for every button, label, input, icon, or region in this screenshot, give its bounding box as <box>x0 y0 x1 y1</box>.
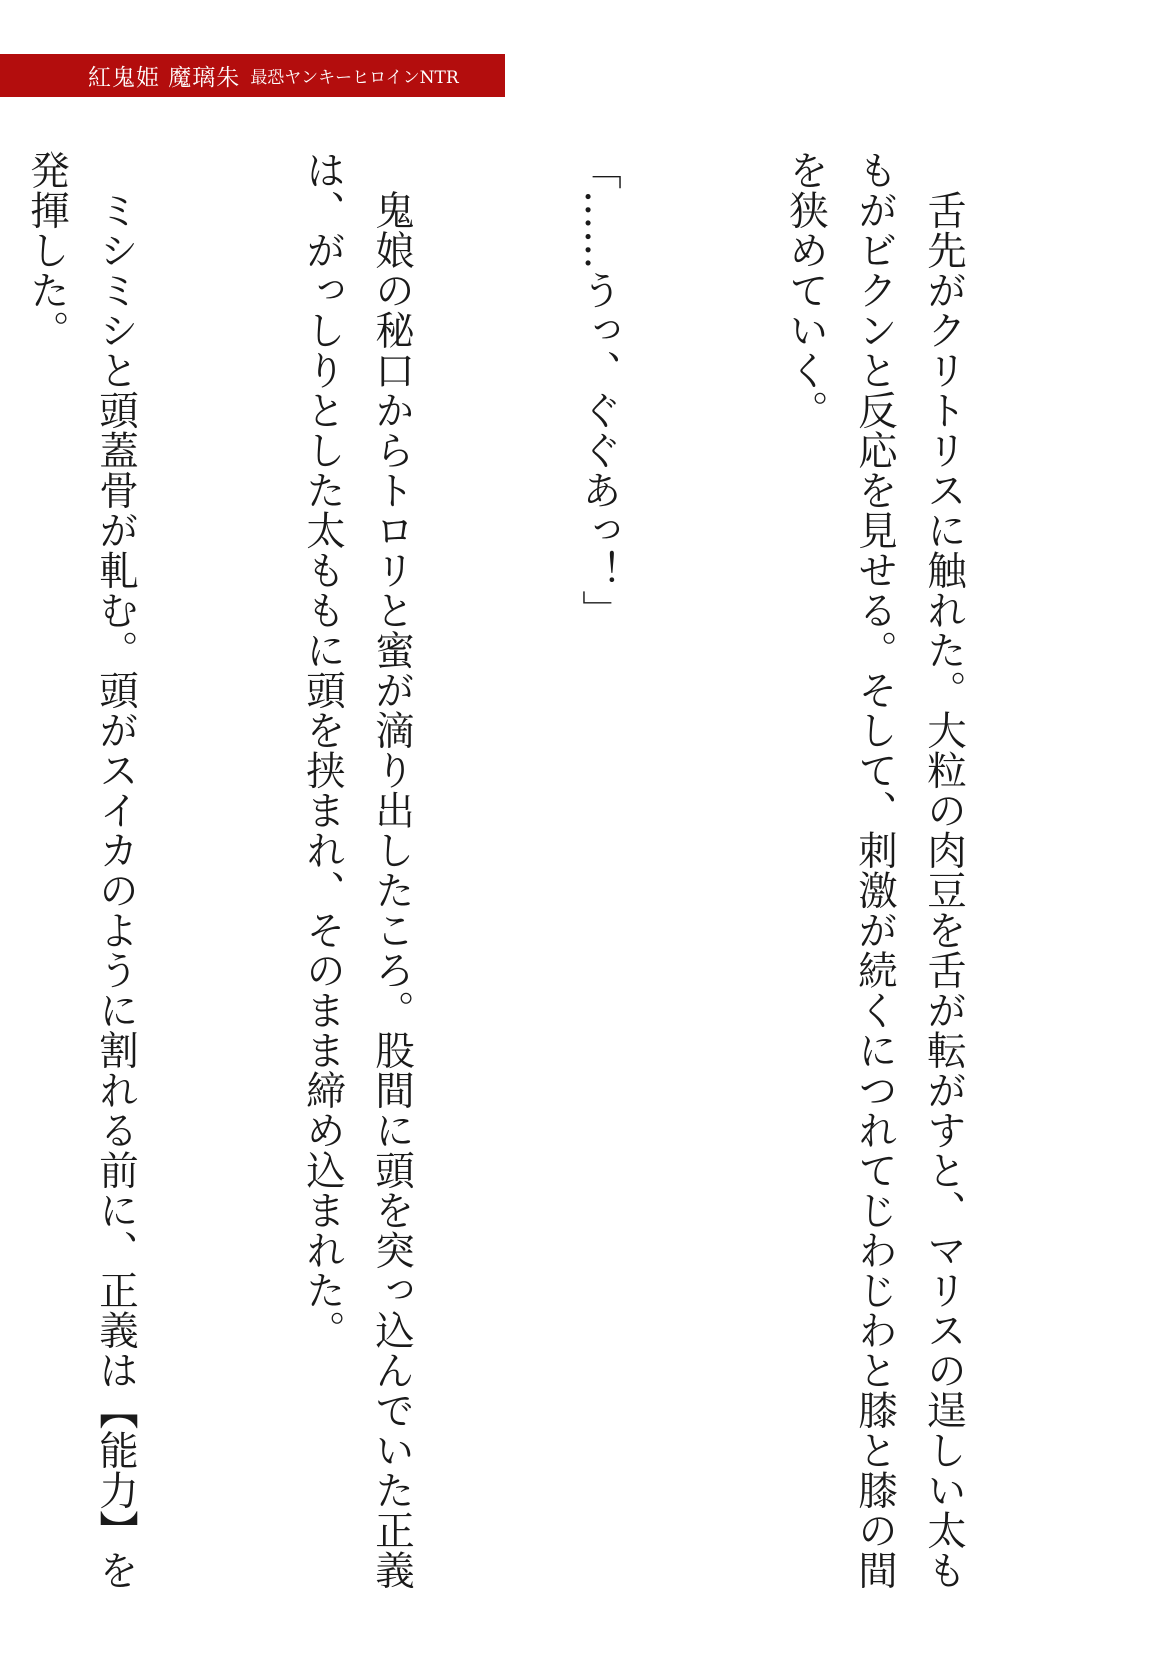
paragraph: 舌先がクリトリスに触れた。大粒の肉豆を舌が転がすと、マリスの逞しい太も もがビクンと反応を見せる。そして、刺激が続くにつれてじわじわと膝と膝の間 を狭めていく。 <box>783 150 967 1590</box>
header-band <box>0 54 505 97</box>
book-title: 紅鬼姫 魔璃朱 <box>88 65 241 91</box>
paragraph: 鬼娘の秘口からトロリと蜜が滴り出したころ。股間に頭を突っ込んでいた正義 は、がっしりとした太ももに頭を挟まれ、そのまま締め込まれた。 <box>300 150 415 1590</box>
body-text <box>0 150 1116 1600</box>
dialogue-line: 「……うっ、ぐぐあっ！」 <box>576 150 622 630</box>
book-subtitle: 最恐ヤンキーヒロインNTR <box>250 68 459 88</box>
paragraph: ミシミシと頭蓋骨が軋む。頭がスイカのように割れる前に、正義は【能力】を 発揮した。 <box>24 150 139 1590</box>
